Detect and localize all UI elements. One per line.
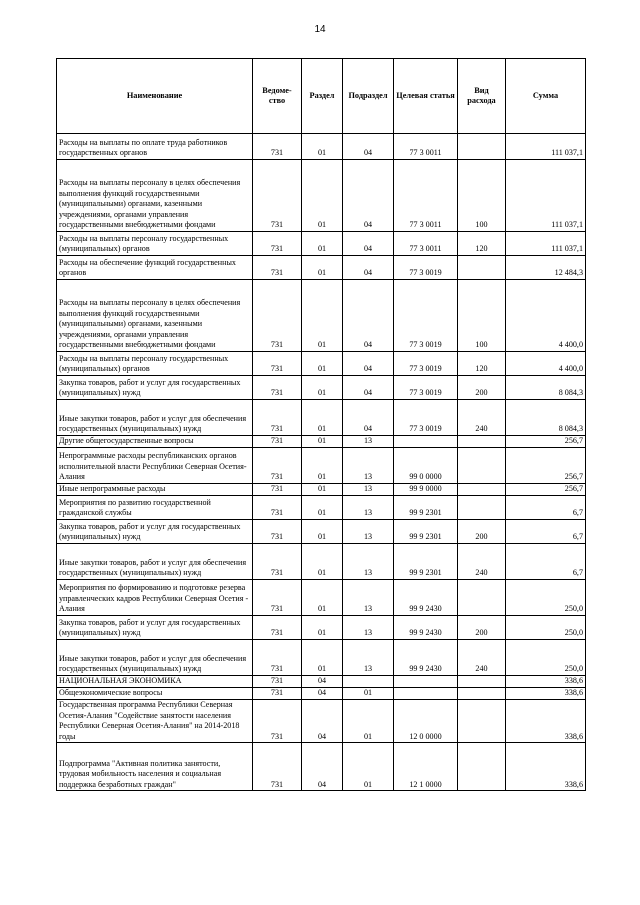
cell-amount: 8 084,3 (506, 400, 586, 436)
cell-dept: 731 (253, 436, 302, 448)
cell-type: 120 (458, 232, 506, 256)
table-row (57, 280, 586, 352)
cell-amount: 6,7 (506, 520, 586, 544)
cell-section: 01 (302, 400, 343, 436)
cell-subsection: 04 (343, 160, 394, 232)
cell-name: Иные закупки товаров, работ и услуг для обеспечения государственных (муниципальных) нужд (57, 544, 253, 580)
table-row (57, 376, 586, 400)
cell-amount: 12 484,3 (506, 256, 586, 280)
cell-subsection: 01 (343, 688, 394, 700)
cell-section: 01 (302, 160, 343, 232)
cell-subsection: 13 (343, 640, 394, 676)
cell-section: 01 (302, 544, 343, 580)
cell-section: 01 (302, 134, 343, 160)
cell-name: Мероприятия по формированию и подготовке резерва управленческих кадров Республики Северная Осетия - Алания (57, 580, 253, 616)
cell-type (458, 484, 506, 496)
cell-amount: 338,6 (506, 700, 586, 743)
cell-target: 99 9 0000 (394, 484, 458, 496)
cell-dept: 731 (253, 688, 302, 700)
cell-section: 04 (302, 676, 343, 688)
cell-target: 77 3 0019 (394, 280, 458, 352)
cell-amount: 256,7 (506, 484, 586, 496)
cell-subsection: 13 (343, 580, 394, 616)
cell-target (394, 688, 458, 700)
cell-type (458, 580, 506, 616)
cell-type (458, 496, 506, 520)
cell-name: Иные непрограммные расходы (57, 484, 253, 496)
cell-amount: 338,6 (506, 688, 586, 700)
cell-amount: 8 084,3 (506, 376, 586, 400)
cell-dept: 731 (253, 580, 302, 616)
table-row (57, 676, 586, 688)
cell-type: 100 (458, 160, 506, 232)
cell-target: 77 3 0019 (394, 256, 458, 280)
cell-amount: 111 037,1 (506, 232, 586, 256)
cell-name: Расходы на выплаты персоналу государственных (муниципальных) органов (57, 352, 253, 376)
table-header (57, 59, 586, 134)
cell-subsection: 13 (343, 448, 394, 484)
cell-subsection: 04 (343, 280, 394, 352)
cell-type: 100 (458, 280, 506, 352)
cell-target: 77 3 0019 (394, 352, 458, 376)
cell-name: Иные закупки товаров, работ и услуг для обеспечения государственных (муниципальных) нужд (57, 640, 253, 676)
cell-name: Непрограммные расходы республиканских органов исполнительной власти Республики Северная Осетия-Алания (57, 448, 253, 484)
cell-section: 01 (302, 232, 343, 256)
cell-dept: 731 (253, 400, 302, 436)
cell-target: 12 1 0000 (394, 743, 458, 791)
table-row (57, 436, 586, 448)
cell-amount: 256,7 (506, 448, 586, 484)
header-subsection: Подраздел (343, 59, 394, 134)
table-row (57, 256, 586, 280)
table-row (57, 448, 586, 484)
cell-type: 200 (458, 616, 506, 640)
cell-subsection: 13 (343, 544, 394, 580)
cell-amount: 256,7 (506, 436, 586, 448)
cell-type (458, 448, 506, 484)
cell-dept: 731 (253, 520, 302, 544)
header-type: Вид расхода (458, 59, 506, 134)
cell-name: Иные закупки товаров, работ и услуг для обеспечения государственных (муниципальных) нужд (57, 400, 253, 436)
cell-target (394, 436, 458, 448)
cell-name: Расходы на выплаты по оплате труда работников государственных органов (57, 134, 253, 160)
cell-target: 12 0 0000 (394, 700, 458, 743)
cell-subsection: 04 (343, 376, 394, 400)
cell-type (458, 134, 506, 160)
page-number: 14 (314, 24, 326, 35)
cell-amount: 338,6 (506, 676, 586, 688)
cell-target: 77 3 0019 (394, 400, 458, 436)
cell-dept: 731 (253, 676, 302, 688)
cell-section: 01 (302, 616, 343, 640)
table-row (57, 232, 586, 256)
table-row (57, 520, 586, 544)
table-row (57, 616, 586, 640)
table-row (57, 160, 586, 232)
cell-dept: 731 (253, 280, 302, 352)
cell-type: 240 (458, 400, 506, 436)
cell-amount: 6,7 (506, 544, 586, 580)
cell-section: 01 (302, 640, 343, 676)
cell-section: 01 (302, 376, 343, 400)
table-row (57, 640, 586, 676)
table-row (57, 134, 586, 160)
cell-section: 04 (302, 700, 343, 743)
cell-subsection: 04 (343, 134, 394, 160)
cell-type: 200 (458, 520, 506, 544)
cell-dept: 731 (253, 352, 302, 376)
budget-table (56, 58, 586, 791)
cell-name: Расходы на обеспечение функций государственных органов (57, 256, 253, 280)
cell-name: Закупка товаров, работ и услуг для государственных (муниципальных) нужд (57, 520, 253, 544)
cell-target: 99 0 0000 (394, 448, 458, 484)
header-name: Наименование (57, 59, 253, 134)
cell-amount: 6,7 (506, 496, 586, 520)
cell-target: 99 9 2430 (394, 616, 458, 640)
cell-type (458, 688, 506, 700)
cell-dept: 731 (253, 544, 302, 580)
cell-subsection: 13 (343, 436, 394, 448)
cell-subsection: 13 (343, 520, 394, 544)
header-dept: Ведоме-ство (253, 59, 302, 134)
cell-name: Расходы на выплаты персоналу государственных (муниципальных) органов (57, 232, 253, 256)
cell-section: 01 (302, 496, 343, 520)
cell-subsection: 01 (343, 743, 394, 791)
table-row (57, 484, 586, 496)
table-row (57, 580, 586, 616)
cell-target: 77 3 0011 (394, 134, 458, 160)
cell-name: Расходы на выплаты персоналу в целях обеспечения выполнения функций государственными (муниципальными) органами, казенными учреждениями, органами управления государственными внебюджетными фондами (57, 160, 253, 232)
cell-subsection: 13 (343, 616, 394, 640)
cell-target: 77 3 0011 (394, 232, 458, 256)
cell-section: 01 (302, 484, 343, 496)
cell-section: 01 (302, 436, 343, 448)
cell-amount: 111 037,1 (506, 134, 586, 160)
cell-amount: 338,6 (506, 743, 586, 791)
cell-section: 01 (302, 520, 343, 544)
cell-name: Закупка товаров, работ и услуг для государственных (муниципальных) нужд (57, 616, 253, 640)
table-row (57, 352, 586, 376)
cell-section: 04 (302, 743, 343, 791)
cell-dept: 731 (253, 232, 302, 256)
cell-amount: 111 037,1 (506, 160, 586, 232)
cell-subsection: 13 (343, 484, 394, 496)
header-amount: Сумма (506, 59, 586, 134)
cell-subsection: 13 (343, 496, 394, 520)
cell-name: Закупка товаров, работ и услуг для государственных (муниципальных) нужд (57, 376, 253, 400)
cell-name: Государственная программа Республики Северная Осетия-Алания "Содействие занятости населения Республики Северная Осетия-Алания" на 2014-2018 годы (57, 700, 253, 743)
table-row (57, 400, 586, 436)
cell-type: 240 (458, 544, 506, 580)
cell-target: 99 9 2301 (394, 496, 458, 520)
header-section: Раздел (302, 59, 343, 134)
cell-target: 99 9 2430 (394, 640, 458, 676)
cell-dept: 731 (253, 448, 302, 484)
table-row (57, 743, 586, 791)
cell-type: 200 (458, 376, 506, 400)
cell-dept: 731 (253, 484, 302, 496)
cell-subsection (343, 676, 394, 688)
header-target: Целевая статья (394, 59, 458, 134)
cell-subsection: 04 (343, 352, 394, 376)
cell-dept: 731 (253, 700, 302, 743)
cell-dept: 731 (253, 256, 302, 280)
header-row (57, 59, 586, 134)
cell-name: Мероприятия по развитию государственной гражданской службы (57, 496, 253, 520)
cell-dept: 731 (253, 616, 302, 640)
cell-dept: 731 (253, 160, 302, 232)
cell-target: 77 3 0019 (394, 376, 458, 400)
cell-target (394, 676, 458, 688)
cell-section: 01 (302, 352, 343, 376)
cell-type (458, 743, 506, 791)
table-row (57, 544, 586, 580)
cell-type: 120 (458, 352, 506, 376)
cell-type (458, 700, 506, 743)
cell-amount: 4 400,0 (506, 280, 586, 352)
table-row (57, 700, 586, 743)
table-row (57, 688, 586, 700)
cell-section: 01 (302, 580, 343, 616)
cell-section: 01 (302, 256, 343, 280)
cell-amount: 250,0 (506, 616, 586, 640)
cell-subsection: 01 (343, 700, 394, 743)
cell-target: 77 3 0011 (394, 160, 458, 232)
cell-amount: 4 400,0 (506, 352, 586, 376)
cell-section: 01 (302, 280, 343, 352)
cell-name: Подпрограмма "Активная политика занятости, трудовая мобильность населения и социальная поддержка безработных граждан" (57, 743, 253, 791)
cell-section: 04 (302, 688, 343, 700)
cell-target: 99 9 2301 (394, 520, 458, 544)
cell-subsection: 04 (343, 256, 394, 280)
cell-dept: 731 (253, 134, 302, 160)
cell-section: 01 (302, 448, 343, 484)
cell-type (458, 436, 506, 448)
cell-subsection: 04 (343, 400, 394, 436)
cell-target: 99 9 2301 (394, 544, 458, 580)
cell-name: Общеэкономические вопросы (57, 688, 253, 700)
cell-name: Другие общегосударственные вопросы (57, 436, 253, 448)
cell-subsection: 04 (343, 232, 394, 256)
table-row (57, 496, 586, 520)
cell-dept: 731 (253, 376, 302, 400)
cell-amount: 250,0 (506, 580, 586, 616)
cell-name: Расходы на выплаты персоналу в целях обеспечения выполнения функций государственными (муниципальными) органами, казенными учреждениями, органами управления государственными внебюджетными фондами (57, 280, 253, 352)
cell-name: НАЦИОНАЛЬНАЯ ЭКОНОМИКА (57, 676, 253, 688)
cell-dept: 731 (253, 640, 302, 676)
table-body (57, 134, 586, 791)
cell-type (458, 256, 506, 280)
cell-target: 99 9 2430 (394, 580, 458, 616)
cell-amount: 250,0 (506, 640, 586, 676)
cell-dept: 731 (253, 496, 302, 520)
cell-dept: 731 (253, 743, 302, 791)
cell-type (458, 676, 506, 688)
cell-type: 240 (458, 640, 506, 676)
